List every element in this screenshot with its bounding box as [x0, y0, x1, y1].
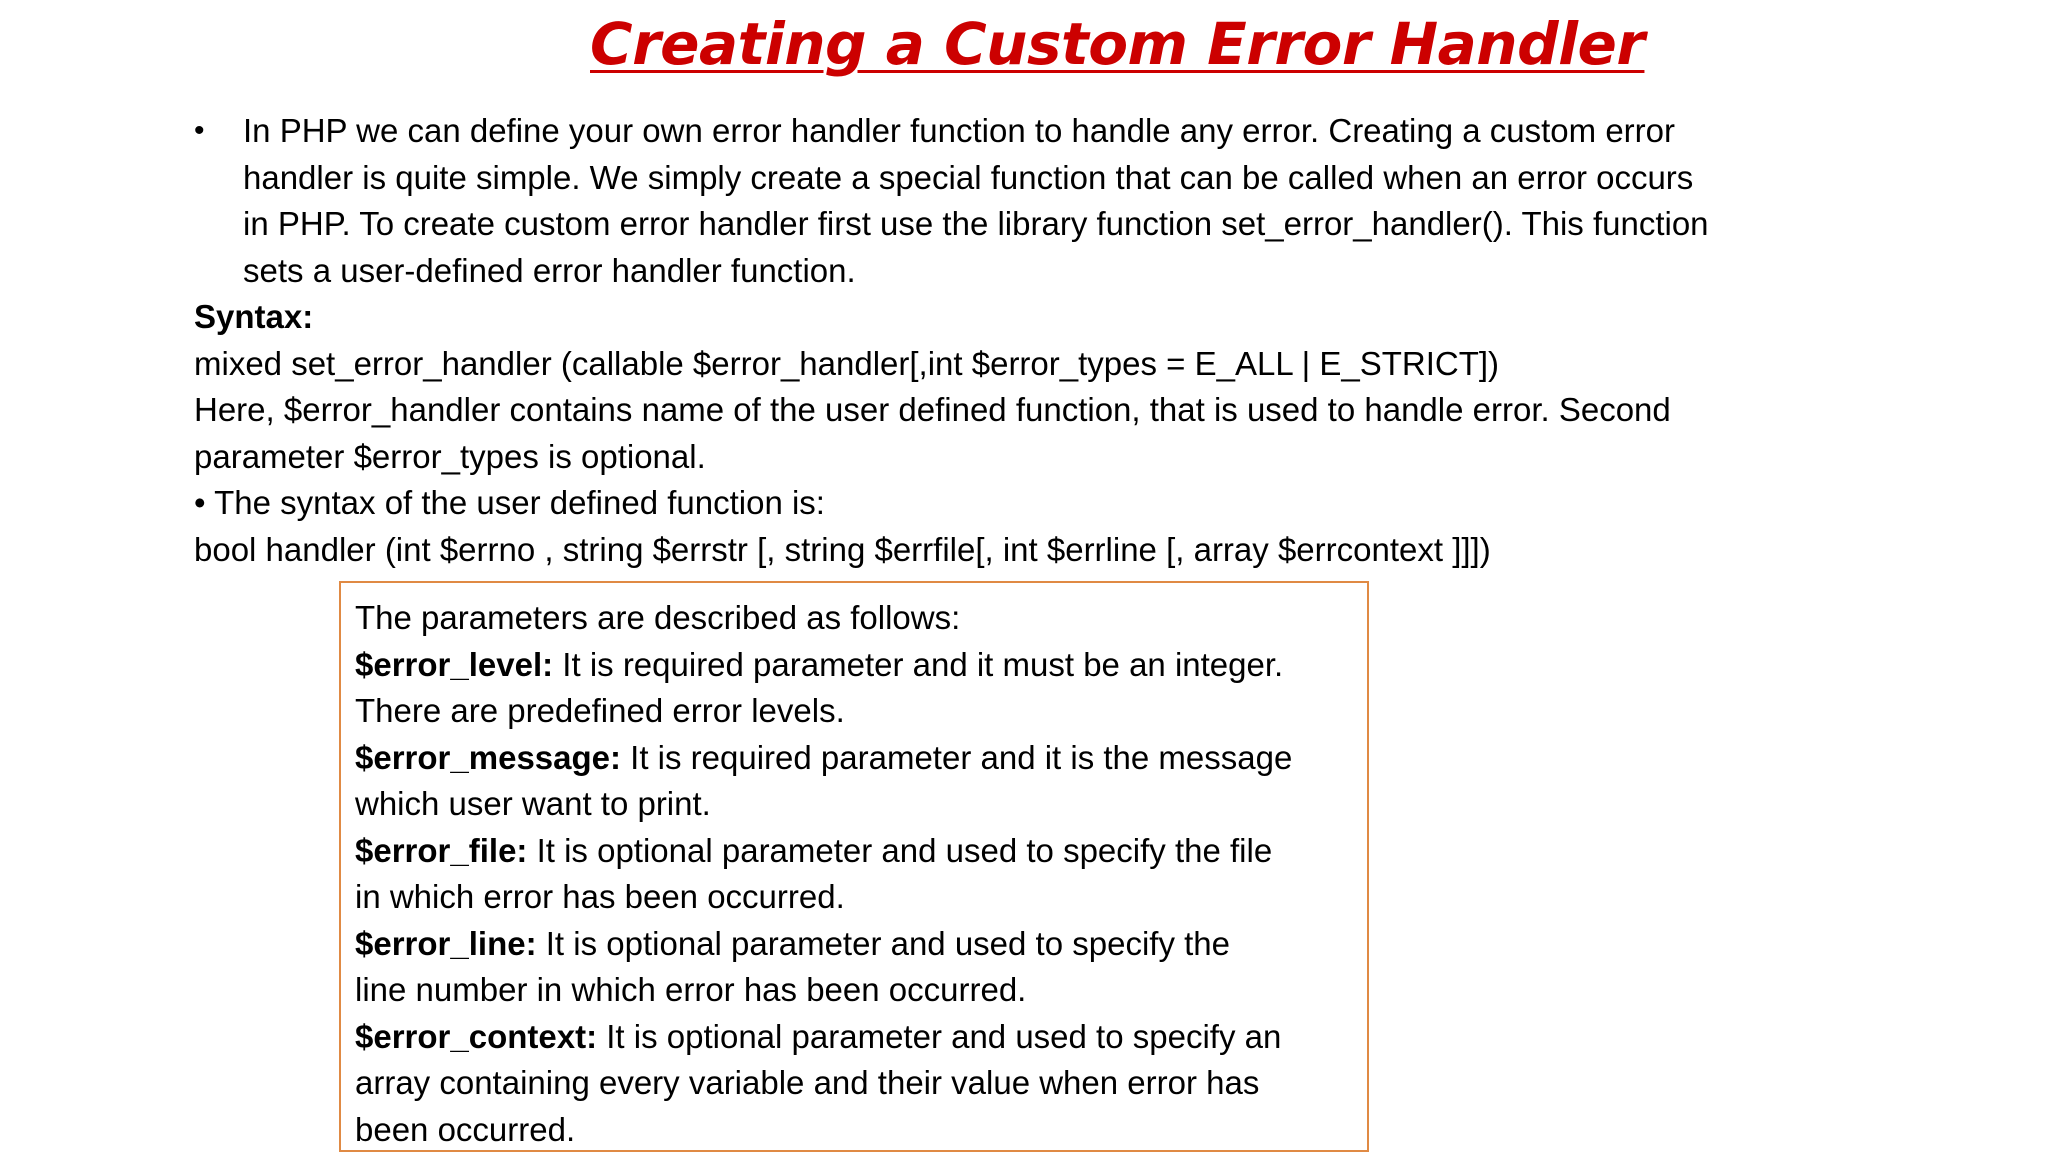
param-description-line: in which error has been occurred.	[355, 878, 845, 915]
param-description: It is required parameter and it is the message	[621, 738, 1293, 776]
explanation-line: parameter $error_types is optional.	[194, 437, 706, 475]
param-description-line: been occurred.	[355, 1110, 576, 1148]
param-error-message	[355, 735, 1353, 782]
intro-line: In PHP we can define your own error handler function to handle any error. Creating a custom error	[243, 112, 1675, 149]
param-description: It is optional parameter and used to specify the file	[527, 831, 1273, 869]
parameters-box	[339, 581, 1369, 1152]
param-description: It is required parameter and it must be an integer.	[553, 645, 1284, 683]
syntax-line: mixed set_error_handler (callable $error_handler[,int $error_types = E_ALL | E_STRICT])	[194, 344, 1500, 382]
parameters-intro: The parameters are described as follows:	[355, 599, 961, 636]
param-name: $error_line:	[355, 924, 537, 962]
param-name: $error_file:	[355, 831, 528, 869]
slide-body	[194, 108, 1864, 573]
param-description-line: array containing every variable and their value when error has	[355, 1064, 1260, 1101]
explanation-line: Here, $error_handler contains name of the user defined function, that is used to handle error. Second	[194, 391, 1671, 428]
param-error-line	[355, 921, 1353, 968]
param-description: It is optional parameter and used to specify an	[597, 1017, 1282, 1055]
param-description: It is optional parameter and used to specify the	[536, 924, 1230, 962]
intro-line: in PHP. To create custom error handler first use the library function set_error_handler(). This function	[243, 205, 1709, 242]
param-name: $error_level:	[355, 645, 554, 683]
param-error-file	[355, 828, 1353, 875]
slide-title: Creating a Custom Error Handler	[590, 10, 1645, 78]
param-error-context	[355, 1014, 1353, 1061]
param-error-level	[355, 642, 1353, 689]
param-description-line: line number in which error has been occurred.	[355, 971, 1027, 1008]
param-description-line: which user want to print.	[355, 785, 711, 822]
handler-syntax-intro: • The syntax of the user defined function is:	[194, 484, 825, 521]
intro-line: sets a user-defined error handler function.	[243, 251, 856, 289]
intro-bullet-paragraph	[194, 108, 1864, 294]
param-name: $error_message:	[355, 738, 621, 776]
intro-line: handler is quite simple. We simply create a special function that can be called when an error occurs	[243, 158, 1694, 196]
handler-signature: bool handler (int $errno , string $errstr [, string $errfile[, int $errline [, array $errcontext ]]])	[194, 530, 1491, 568]
param-description-line: There are predefined error levels.	[355, 692, 845, 729]
syntax-heading: Syntax:	[194, 298, 314, 335]
bullet-icon: •	[194, 114, 205, 147]
param-name: $error_context:	[355, 1017, 598, 1055]
